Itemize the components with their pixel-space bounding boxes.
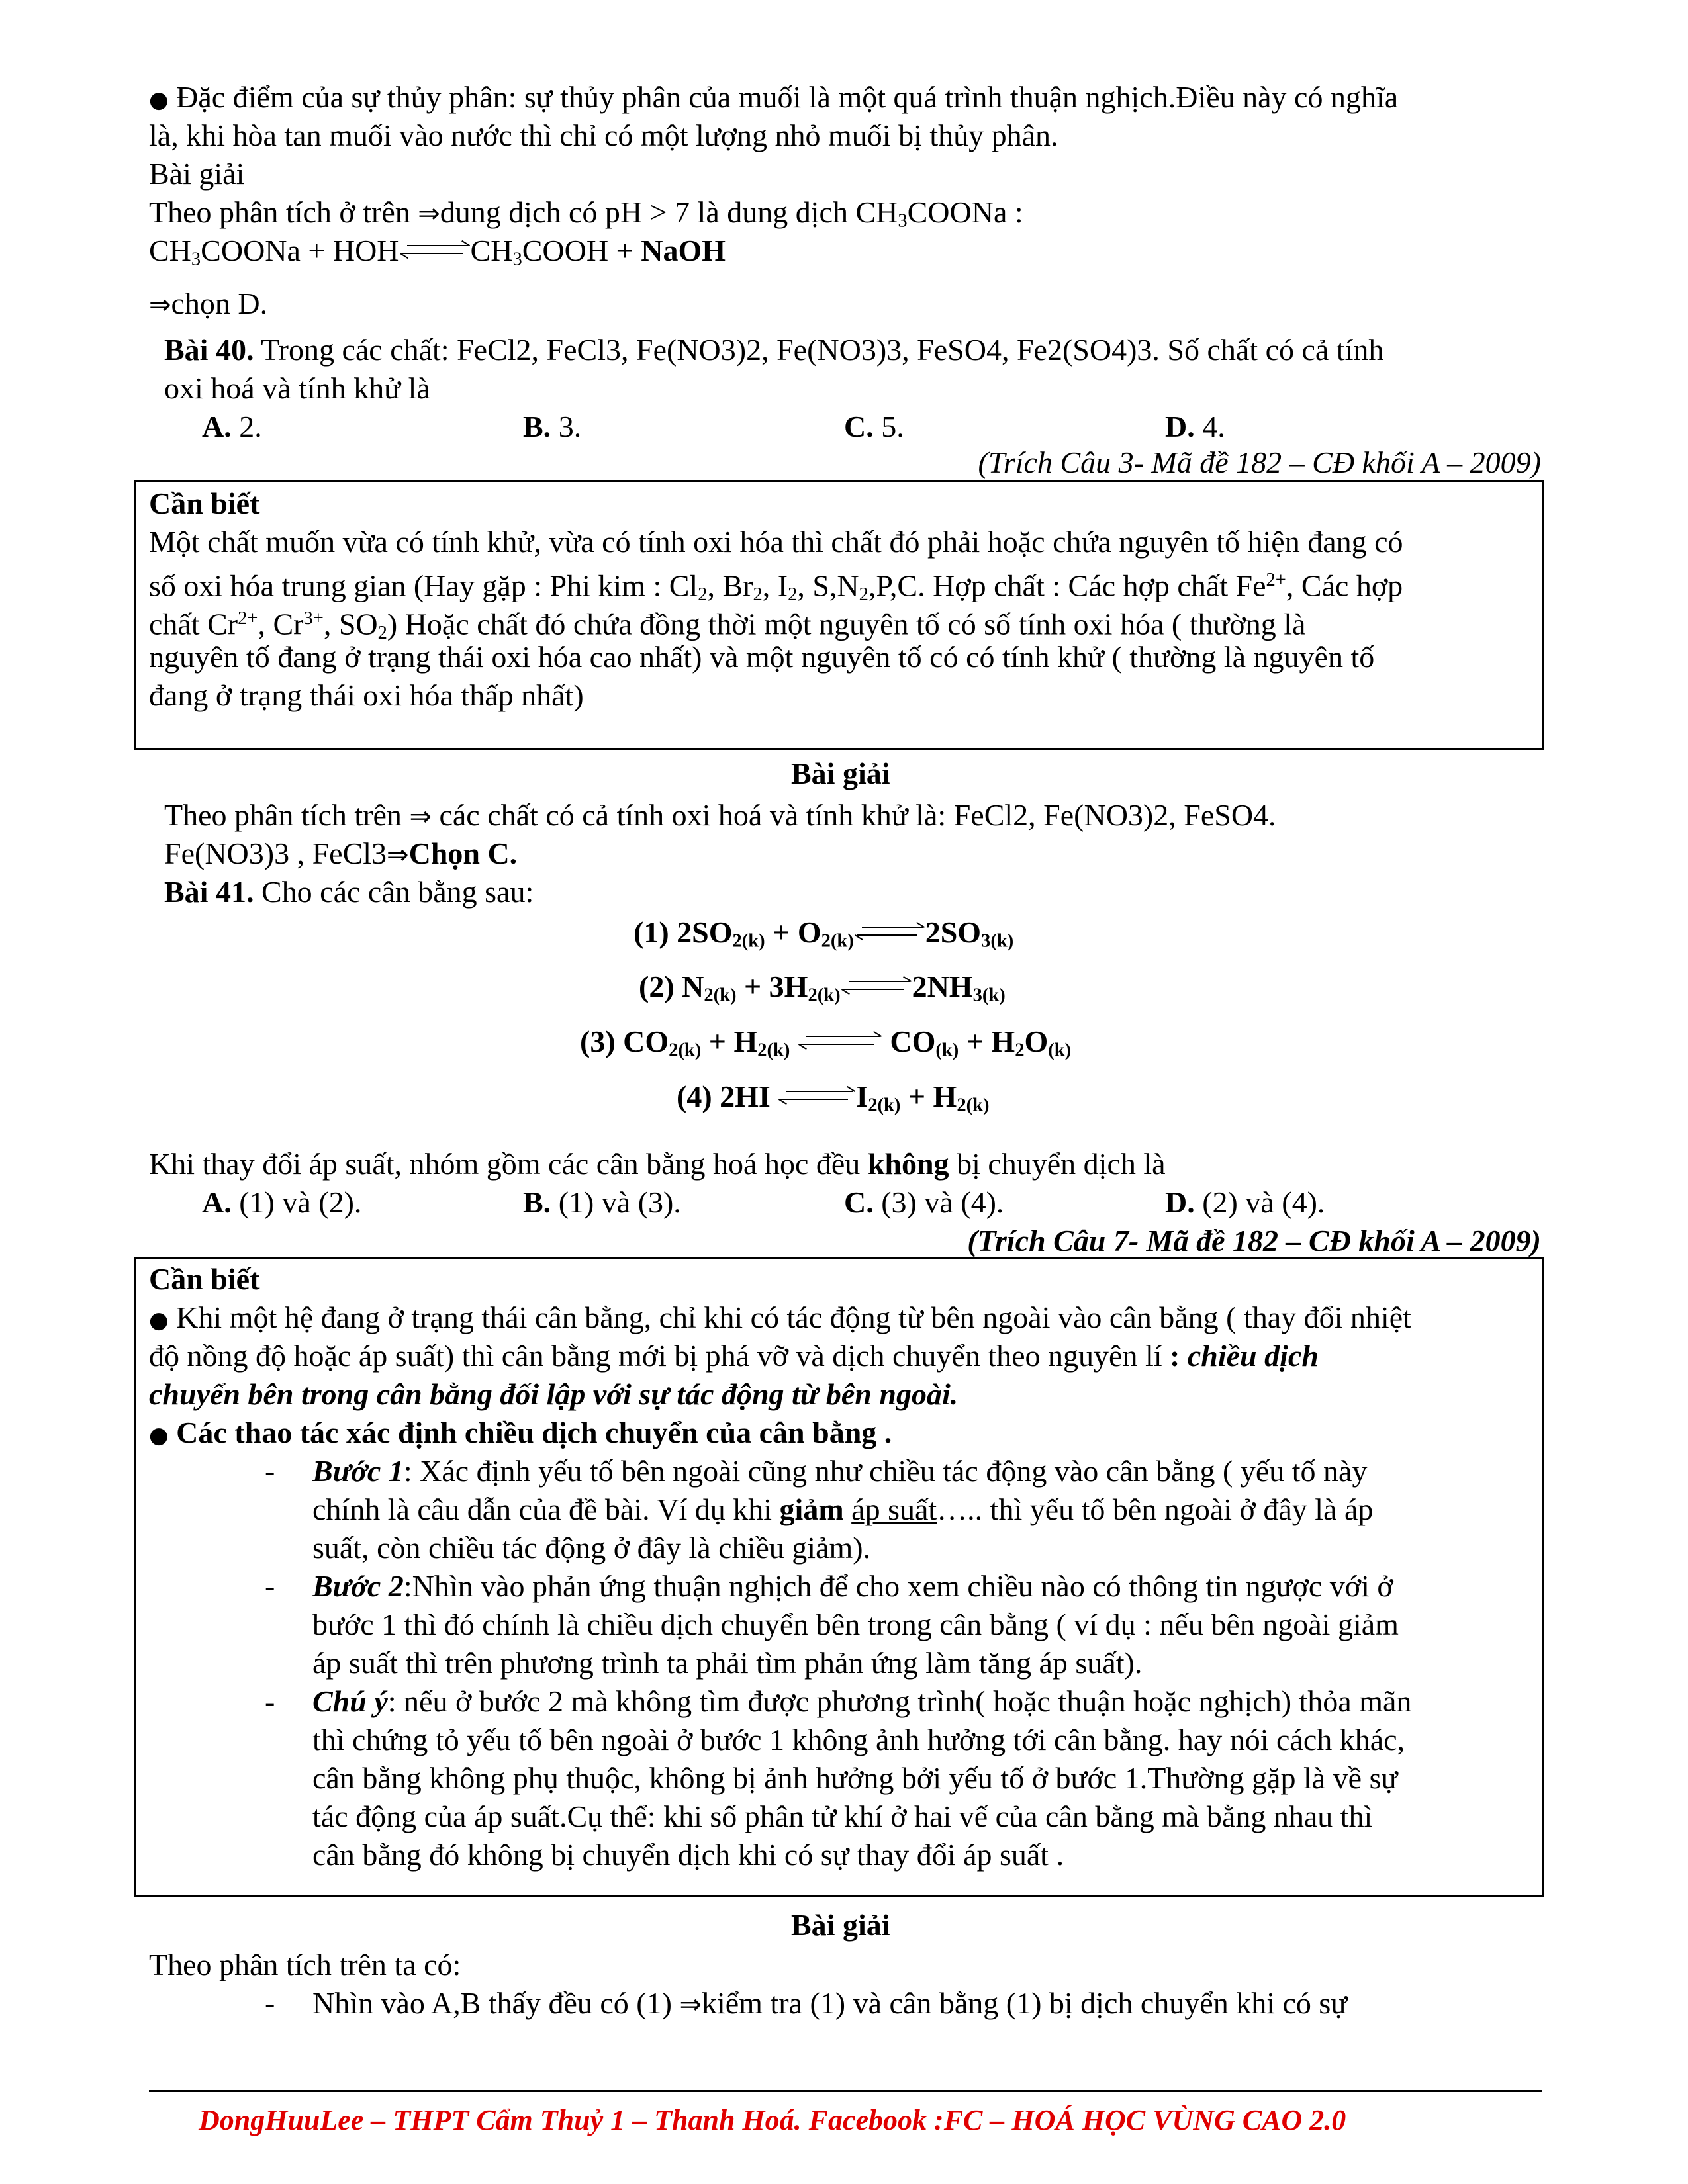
solution-heading: Bài giải (149, 157, 245, 191)
note-box-1-line4: nguyên tố đang ở trạng thái oxi hóa cao nhất) và một nguyên tố có có tính khử ( thường là nguyên tố (149, 640, 1375, 674)
solution-40-title: Bài giải (791, 756, 890, 790)
question-40-line1: Bài 40. Trong các chất: FeCl2, FeCl3, Fe(NO3)2, Fe(NO3)3, FeSO4, Fe2(SO4)3. Số chất có cả tính (164, 333, 1384, 367)
option-d: D. 4. (1165, 410, 1225, 443)
note-box-1-line2: số oxi hóa trung gian (Hay gặp : Phi kim : $Cl_2$, $Br_2$, $I_2$, $S,N_2,P,C$. Hợp chất : Các hợp chất $Fe^{2+}$, Các hợp (149, 569, 1403, 605)
step-2-line1: Bước 2:Nhìn vào phản ứng thuận nghịch để cho xem chiều nào có thông tin ngược với ở (312, 1569, 1393, 1603)
note-box-2-title: Cần biết (149, 1262, 260, 1296)
implies-icon: ⇒ (679, 1989, 702, 2020)
bullet-icon: ● (149, 1422, 169, 1449)
note-line4: tác động của áp suất.Cụ thể: khi số phân tử khí ở hai vế của cân bằng mà bằng nhau thì (312, 1799, 1373, 1833)
hydrolysis-note-line1: ● Đặc điểm của sự thủy phân: sự thủy phân của muối là một quá trình thuận nghịch.Điều này có nghĩa (149, 80, 1399, 114)
note-dash: - (265, 1684, 275, 1718)
option-d: D. (2) và (4). (1165, 1185, 1325, 1219)
solution-41-line1: Theo phân tích trên ta có: (149, 1948, 461, 1981)
step-1-line1: Bước 1: Xác định yếu tố bên ngoài cũng như chiều tác động vào cân bằng ( yếu tố này (312, 1454, 1368, 1488)
solution-40-line1: Theo phân tích trên ⇒ các chất có cả tính oxi hoá và tính khử là: FeCl2, Fe(NO3)2, FeSO4. (164, 796, 1276, 836)
option-c: C. 5. (844, 410, 904, 443)
hydrolysis-equation: $CH_3COONa$ + HOH $CH_3COOH$ + NaOH (149, 234, 726, 270)
footer-text: DongHuuLee – THPT Cẩm Thuỷ 1 – Thanh Hoá. Facebook :FC – HOÁ HỌC VÙNG CAO 2.0 (199, 2104, 1346, 2136)
note-line5: cân bằng đó không bị chuyển dịch khi có sự thay đổi áp suất . (312, 1838, 1064, 1872)
equilibrium-4: (4) 2HI $I_{2(k)} + H_{2(k)}$ (677, 1079, 990, 1116)
footer-rule (149, 2090, 1542, 2092)
option-b: B. (1) và (3). (523, 1185, 681, 1219)
equilibrium-arrow-icon (857, 923, 923, 940)
step-2-line3: áp suất thì trên phương trình ta phải tìm phản ứng làm tăng áp suất). (312, 1646, 1143, 1680)
note-box-1-line3: chất $Cr^{2+}$, $Cr^{3+}$, $SO_2$) Hoặc chất đó chứa đồng thời một nguyên tố có số tính oxi hóa ( thường là (149, 607, 1306, 643)
implies-icon: ⇒ (409, 801, 432, 832)
note-box-1-line1: Một chất muốn vừa có tính khử, vừa có tính oxi hóa thì chất đó phải hoặc chứa nguyên tố hiện đang có (149, 525, 1403, 559)
bullet-icon: ● (149, 87, 169, 113)
question-41-text: Khi thay đổi áp suất, nhóm gồm các cân bằng hoá học đều không bị chuyển dịch là (149, 1147, 1166, 1181)
note-box-1-title: Cần biết (149, 486, 260, 520)
implies-icon: ⇒ (149, 290, 171, 320)
note-box-1-line5: đang ở trạng thái oxi hóa thấp nhất) (149, 678, 584, 712)
answer-line: ⇒chọn D. (149, 285, 267, 324)
question-41-source: (Trích Câu 7- Mã đề 182 – CĐ khối A – 2009) (967, 1224, 1541, 1257)
note-line2: thì chứng tỏ yếu tố bên ngoài ở bước 1 không ảnh hưởng tới cân bằng. hay nói cách khác, (312, 1723, 1405, 1756)
option-b: B. 3. (523, 410, 582, 443)
step-2-line2: bước 1 thì đó chính là chiều dịch chuyển bên trong cân bằng ( ví dụ : nếu bên ngoài giảm (312, 1608, 1399, 1641)
implies-icon: ⇒ (387, 840, 409, 870)
question-40-source: (Trích Câu 3- Mã đề 182 – CĐ khối A – 2009) (978, 445, 1541, 479)
equilibrium-arrow-icon (800, 1032, 880, 1049)
option-c: C. (3) và (4). (844, 1185, 1004, 1219)
solution-41-title: Bài giải (791, 1908, 890, 1942)
implies-icon: ⇒ (418, 199, 440, 229)
question-41-intro: Bài 41. Cho các cân bằng sau: (164, 875, 534, 909)
solution-40-line2: Fe(NO3)3 , FeCl3⇒Chọn C. (164, 835, 517, 874)
equilibrium-1: (1) $2SO_{2(k)} + O_{2(k)}$ $2SO_{3(k)}$ (633, 915, 1014, 952)
option-a: A. (1) và (2). (202, 1185, 362, 1219)
note-box-2-bullet1-line2: độ nồng độ hoặc áp suất) thì cân bằng mới bị phá vỡ và dịch chuyển theo nguyên lí : chiều dịch (149, 1339, 1319, 1373)
option-a: A. 2. (202, 410, 262, 443)
analysis-line: Theo phân tích ở trên ⇒dung dịch có pH > 7 là dung dịch $CH_3COONa$ : (149, 193, 1023, 240)
step-1-dash: - (265, 1454, 275, 1488)
equilibrium-3: (3) $CO_{2(k)} + H_{2(k)}$ $CO_{(k)} + H_2O_{(k)}$ (580, 1024, 1072, 1061)
note-box-2-bullet1-line3: chuyển bên trong cân bằng đối lập với sự tác động từ bên ngoài. (149, 1377, 959, 1411)
bullet-icon: ● (149, 1307, 169, 1334)
step-2-dash: - (265, 1569, 275, 1603)
equilibrium-arrow-icon (402, 241, 468, 258)
step-1-line2: chính là câu dẫn của đề bài. Ví dụ khi giảm áp suất….. thì yếu tố bên ngoài ở đây là áp (312, 1492, 1374, 1526)
question-40-line2: oxi hoá và tính khử là (164, 371, 430, 405)
note-box-2-bullet2: ● Các thao tác xác định chiều dịch chuyển của cân bằng . (149, 1416, 892, 1449)
note-line3: cân bằng không phụ thuộc, không bị ảnh hưởng bởi yếu tố ở bước 1.Thường gặp là về sự (312, 1761, 1398, 1795)
note-box-2-bullet1-line1: ● Khi một hệ đang ở trạng thái cân bằng, chỉ khi có tác động từ bên ngoài vào cân bằng ( thay đổi nhiệt (149, 1300, 1411, 1334)
equilibrium-arrow-icon (843, 977, 910, 994)
solution-41-dash: - (265, 1986, 275, 2020)
step-1-line3: suất, còn chiều tác động ở đây là chiều giảm). (312, 1531, 871, 1565)
note-line1: Chú ý: nếu ở bước 2 mà không tìm được phương trình( hoặc thuận hoặc nghịch) thỏa mãn (312, 1684, 1412, 1718)
equilibrium-2: (2) $N_{2(k)} + 3H_{2(k)}$ $2NH_{3(k)}$ (639, 970, 1006, 1006)
hydrolysis-note-line2: là, khi hòa tan muối vào nước thì chỉ có một lượng nhỏ muối bị thủy phân. (149, 118, 1058, 152)
equilibrium-arrow-icon (780, 1087, 853, 1104)
solution-41-line2: Nhìn vào A,B thấy đều có (1) ⇒kiểm tra (1) và cân bằng (1) bị dịch chuyển khi có sự (312, 1984, 1347, 2024)
